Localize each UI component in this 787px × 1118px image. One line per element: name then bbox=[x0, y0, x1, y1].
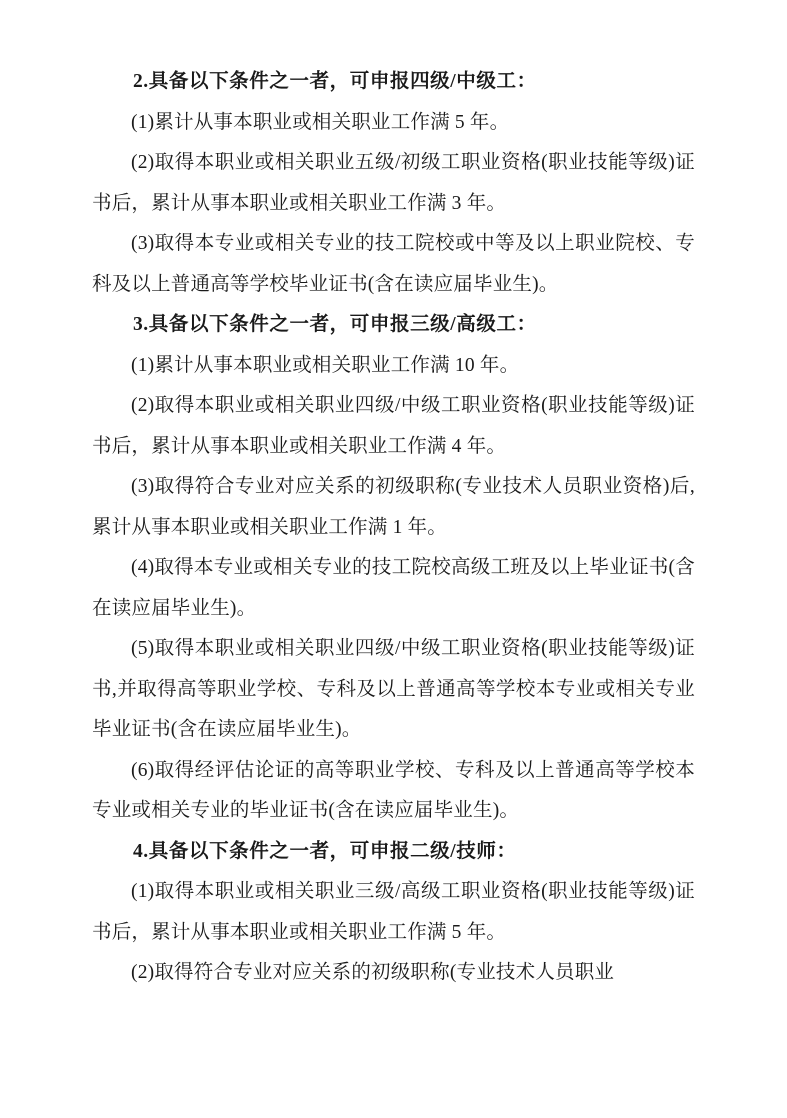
list-item: (2)取得本职业或相关职业五级/初级工职业资格(职业技能等级)证书后，累计从事本职业或相关职业工作满 3 年。 bbox=[92, 152, 695, 214]
list-item: (2)取得本职业或相关职业四级/中级工职业资格(职业技能等级)证书后，累计从事本职业或相关职业工作满 4 年。 bbox=[92, 395, 695, 457]
list-item: (1)累计从事本职业或相关职业工作满 5 年。 bbox=[131, 111, 510, 133]
list-item: (4)取得本专业或相关专业的技工院校高级工班及以上毕业证书(含在读应届毕业生)。 bbox=[92, 557, 695, 619]
list-item: (5)取得本职业或相关职业四级/中级工职业资格(职业技能等级)证书,并取得高等职业学校、专科及以上普通高等学校本专业或相关专业毕业证书(含在读应届毕业生)。 bbox=[92, 638, 695, 740]
section-heading-level4: 2.具备以下条件之一者，可申报四级/中级工： bbox=[132, 71, 537, 92]
section-heading-level3: 3.具备以下条件之一者，可申报三级/高级工： bbox=[132, 314, 537, 335]
list-item: (3)取得本专业或相关专业的技工院校或中等及以上职业院校、专科及以上普通高等学校毕业证书(含在读应届毕业生)。 bbox=[92, 233, 695, 295]
list-item: (6)取得经评估论证的高等职业学校、专科及以上普通高等学校本专业或相关专业的毕业证书(含在读应届毕业生)。 bbox=[92, 759, 695, 821]
document-body bbox=[92, 62, 695, 994]
list-item: (2)取得符合专业对应关系的初级职称(专业技术人员职业 bbox=[131, 962, 615, 983]
list-item: (1)累计从事本职业或相关职业工作满 10 年。 bbox=[131, 354, 520, 376]
section-heading-level2: 4.具备以下条件之一者，可申报二级/技师： bbox=[132, 840, 517, 862]
list-item: (1)取得本职业或相关职业三级/高级工职业资格(职业技能等级)证书后，累计从事本职业或相关职业工作满 5 年。 bbox=[92, 881, 695, 943]
list-item: (3)取得符合专业对应关系的初级职称(专业技术人员职业资格)后,累计从事本职业或相关职业工作满 1 年。 bbox=[92, 476, 695, 538]
